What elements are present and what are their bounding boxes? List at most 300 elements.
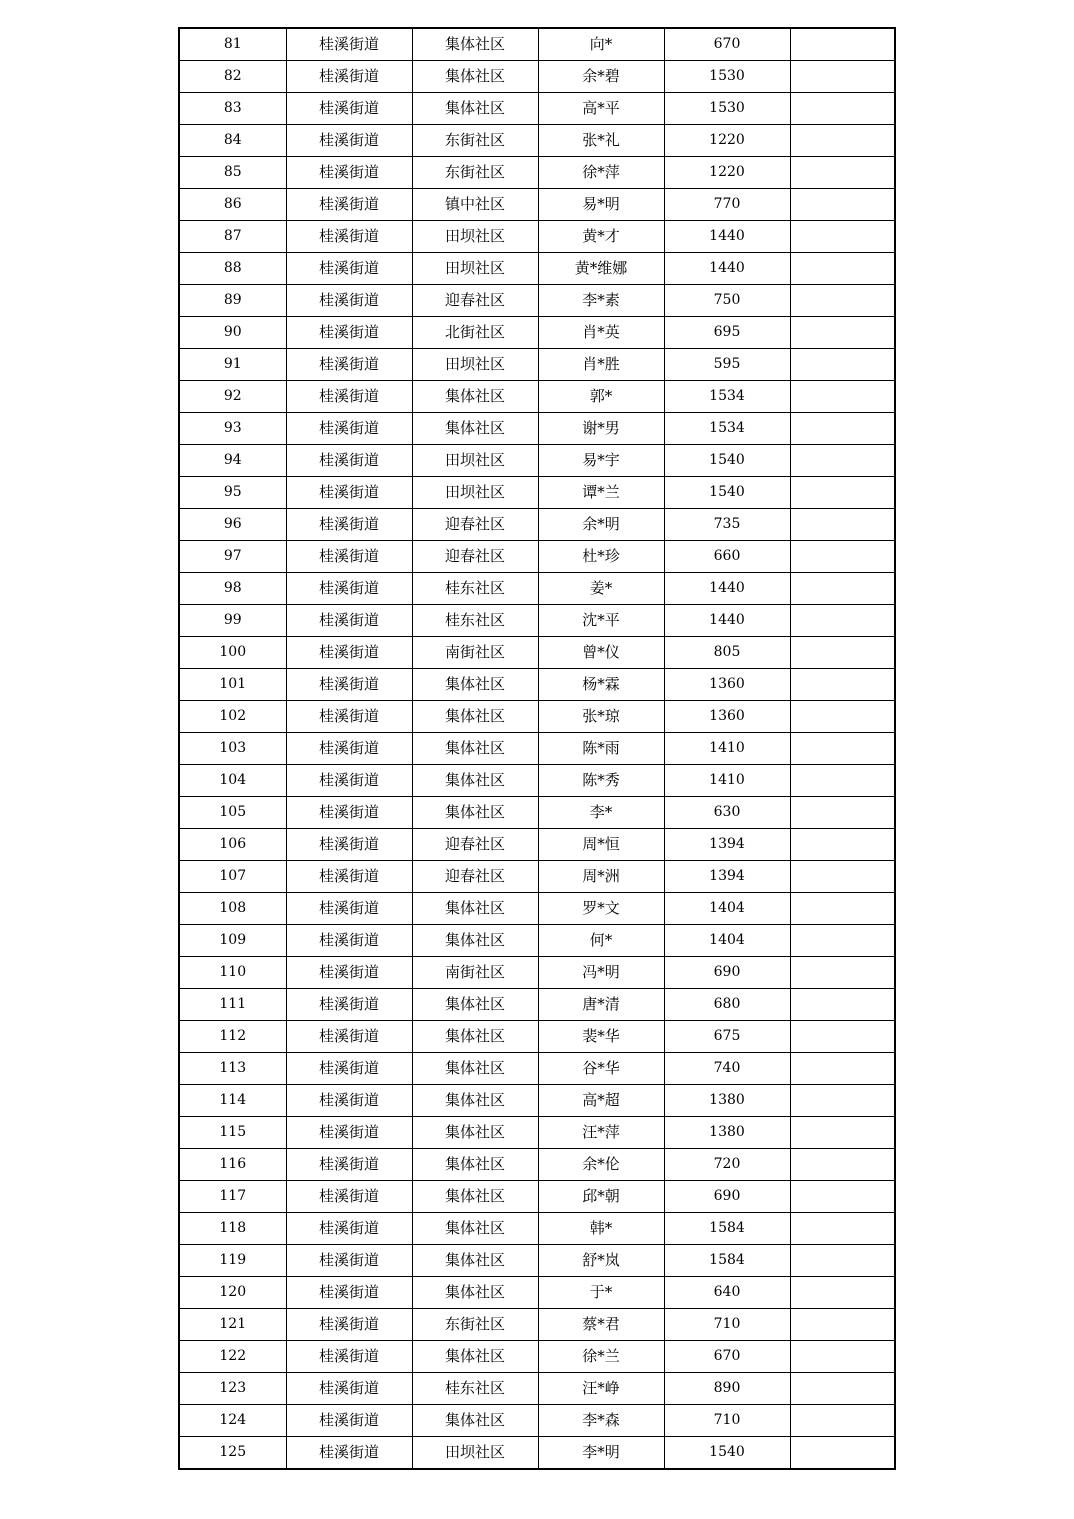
subdistrict-cell: 桂溪街道 bbox=[286, 221, 412, 253]
amount-cell: 1440 bbox=[664, 253, 790, 285]
row-number-cell: 89 bbox=[179, 285, 286, 317]
amount-cell: 1380 bbox=[664, 1085, 790, 1117]
remarks-cell bbox=[790, 317, 895, 349]
table-row bbox=[179, 1373, 895, 1405]
row-number-cell: 125 bbox=[179, 1437, 286, 1470]
table-row bbox=[179, 861, 895, 893]
amount-cell: 630 bbox=[664, 797, 790, 829]
name-cell: 高*超 bbox=[538, 1085, 664, 1117]
row-number-cell: 120 bbox=[179, 1277, 286, 1309]
subdistrict-cell: 桂溪街道 bbox=[286, 477, 412, 509]
remarks-cell bbox=[790, 989, 895, 1021]
amount-cell: 1360 bbox=[664, 669, 790, 701]
subdistrict-cell: 桂溪街道 bbox=[286, 669, 412, 701]
amount-cell: 1530 bbox=[664, 93, 790, 125]
remarks-cell bbox=[790, 1341, 895, 1373]
table-row bbox=[179, 669, 895, 701]
table-row bbox=[179, 349, 895, 381]
row-number-cell: 108 bbox=[179, 893, 286, 925]
name-cell: 高*平 bbox=[538, 93, 664, 125]
row-number-cell: 90 bbox=[179, 317, 286, 349]
subdistrict-cell: 桂溪街道 bbox=[286, 1085, 412, 1117]
name-cell: 唐*清 bbox=[538, 989, 664, 1021]
community-cell: 集体社区 bbox=[412, 93, 538, 125]
community-cell: 田坝社区 bbox=[412, 445, 538, 477]
remarks-cell bbox=[790, 1309, 895, 1341]
amount-cell: 640 bbox=[664, 1277, 790, 1309]
table-row bbox=[179, 381, 895, 413]
remarks-cell bbox=[790, 733, 895, 765]
table-row bbox=[179, 573, 895, 605]
amount-cell: 1380 bbox=[664, 1117, 790, 1149]
name-cell: 谷*华 bbox=[538, 1053, 664, 1085]
subdistrict-cell: 桂溪街道 bbox=[286, 1405, 412, 1437]
remarks-cell bbox=[790, 1117, 895, 1149]
table-body bbox=[179, 28, 895, 1469]
name-cell: 余*伦 bbox=[538, 1149, 664, 1181]
remarks-cell bbox=[790, 573, 895, 605]
remarks-cell bbox=[790, 509, 895, 541]
amount-cell: 735 bbox=[664, 509, 790, 541]
row-number-cell: 110 bbox=[179, 957, 286, 989]
data-table bbox=[178, 27, 896, 1470]
row-number-cell: 106 bbox=[179, 829, 286, 861]
community-cell: 迎春社区 bbox=[412, 285, 538, 317]
table-row bbox=[179, 893, 895, 925]
community-cell: 田坝社区 bbox=[412, 253, 538, 285]
subdistrict-cell: 桂溪街道 bbox=[286, 1053, 412, 1085]
table-row bbox=[179, 1149, 895, 1181]
remarks-cell bbox=[790, 637, 895, 669]
subdistrict-cell: 桂溪街道 bbox=[286, 61, 412, 93]
name-cell: 向* bbox=[538, 28, 664, 61]
table-row bbox=[179, 1085, 895, 1117]
subdistrict-cell: 桂溪街道 bbox=[286, 573, 412, 605]
row-number-cell: 111 bbox=[179, 989, 286, 1021]
name-cell: 韩* bbox=[538, 1213, 664, 1245]
remarks-cell bbox=[790, 893, 895, 925]
row-number-cell: 114 bbox=[179, 1085, 286, 1117]
table-row bbox=[179, 189, 895, 221]
name-cell: 李*明 bbox=[538, 1437, 664, 1470]
remarks-cell bbox=[790, 1085, 895, 1117]
row-number-cell: 113 bbox=[179, 1053, 286, 1085]
community-cell: 田坝社区 bbox=[412, 349, 538, 381]
table-row bbox=[179, 1213, 895, 1245]
remarks-cell bbox=[790, 1277, 895, 1309]
remarks-cell bbox=[790, 157, 895, 189]
amount-cell: 710 bbox=[664, 1309, 790, 1341]
table-row bbox=[179, 541, 895, 573]
table-row bbox=[179, 61, 895, 93]
remarks-cell bbox=[790, 541, 895, 573]
table-row bbox=[179, 1309, 895, 1341]
row-number-cell: 96 bbox=[179, 509, 286, 541]
remarks-cell bbox=[790, 1405, 895, 1437]
table-row bbox=[179, 733, 895, 765]
row-number-cell: 107 bbox=[179, 861, 286, 893]
community-cell: 集体社区 bbox=[412, 1405, 538, 1437]
name-cell: 徐*萍 bbox=[538, 157, 664, 189]
remarks-cell bbox=[790, 797, 895, 829]
subdistrict-cell: 桂溪街道 bbox=[286, 637, 412, 669]
name-cell: 杜*珍 bbox=[538, 541, 664, 573]
subdistrict-cell: 桂溪街道 bbox=[286, 541, 412, 573]
row-number-cell: 118 bbox=[179, 1213, 286, 1245]
community-cell: 集体社区 bbox=[412, 381, 538, 413]
row-number-cell: 103 bbox=[179, 733, 286, 765]
community-cell: 集体社区 bbox=[412, 28, 538, 61]
name-cell: 黄*维娜 bbox=[538, 253, 664, 285]
name-cell: 李*素 bbox=[538, 285, 664, 317]
subdistrict-cell: 桂溪街道 bbox=[286, 349, 412, 381]
row-number-cell: 123 bbox=[179, 1373, 286, 1405]
remarks-cell bbox=[790, 1245, 895, 1277]
row-number-cell: 124 bbox=[179, 1405, 286, 1437]
subdistrict-cell: 桂溪街道 bbox=[286, 125, 412, 157]
table-row bbox=[179, 1181, 895, 1213]
community-cell: 集体社区 bbox=[412, 669, 538, 701]
name-cell: 曾*仪 bbox=[538, 637, 664, 669]
amount-cell: 1584 bbox=[664, 1245, 790, 1277]
row-number-cell: 102 bbox=[179, 701, 286, 733]
subdistrict-cell: 桂溪街道 bbox=[286, 1149, 412, 1181]
amount-cell: 1534 bbox=[664, 381, 790, 413]
remarks-cell bbox=[790, 1149, 895, 1181]
table-row bbox=[179, 637, 895, 669]
amount-cell: 1540 bbox=[664, 1437, 790, 1470]
remarks-cell bbox=[790, 861, 895, 893]
subdistrict-cell: 桂溪街道 bbox=[286, 1341, 412, 1373]
table-row bbox=[179, 765, 895, 797]
remarks-cell bbox=[790, 765, 895, 797]
subdistrict-cell: 桂溪街道 bbox=[286, 893, 412, 925]
row-number-cell: 94 bbox=[179, 445, 286, 477]
community-cell: 集体社区 bbox=[412, 61, 538, 93]
table-row bbox=[179, 957, 895, 989]
community-cell: 集体社区 bbox=[412, 1021, 538, 1053]
row-number-cell: 104 bbox=[179, 765, 286, 797]
row-number-cell: 105 bbox=[179, 797, 286, 829]
community-cell: 集体社区 bbox=[412, 1213, 538, 1245]
remarks-cell bbox=[790, 285, 895, 317]
remarks-cell bbox=[790, 189, 895, 221]
row-number-cell: 85 bbox=[179, 157, 286, 189]
name-cell: 陈*秀 bbox=[538, 765, 664, 797]
row-number-cell: 97 bbox=[179, 541, 286, 573]
name-cell: 张*琼 bbox=[538, 701, 664, 733]
remarks-cell bbox=[790, 701, 895, 733]
subdistrict-cell: 桂溪街道 bbox=[286, 861, 412, 893]
subdistrict-cell: 桂溪街道 bbox=[286, 445, 412, 477]
name-cell: 于* bbox=[538, 1277, 664, 1309]
amount-cell: 1410 bbox=[664, 765, 790, 797]
subdistrict-cell: 桂溪街道 bbox=[286, 157, 412, 189]
community-cell: 南街社区 bbox=[412, 637, 538, 669]
row-number-cell: 91 bbox=[179, 349, 286, 381]
subdistrict-cell: 桂溪街道 bbox=[286, 28, 412, 61]
community-cell: 集体社区 bbox=[412, 1085, 538, 1117]
table-row bbox=[179, 925, 895, 957]
remarks-cell bbox=[790, 829, 895, 861]
amount-cell: 1404 bbox=[664, 893, 790, 925]
subdistrict-cell: 桂溪街道 bbox=[286, 509, 412, 541]
remarks-cell bbox=[790, 1437, 895, 1470]
name-cell: 肖*英 bbox=[538, 317, 664, 349]
subdistrict-cell: 桂溪街道 bbox=[286, 989, 412, 1021]
amount-cell: 1540 bbox=[664, 477, 790, 509]
row-number-cell: 95 bbox=[179, 477, 286, 509]
amount-cell: 890 bbox=[664, 1373, 790, 1405]
amount-cell: 720 bbox=[664, 1149, 790, 1181]
remarks-cell bbox=[790, 349, 895, 381]
subdistrict-cell: 桂溪街道 bbox=[286, 1213, 412, 1245]
subdistrict-cell: 桂溪街道 bbox=[286, 733, 412, 765]
subdistrict-cell: 桂溪街道 bbox=[286, 925, 412, 957]
name-cell: 陈*雨 bbox=[538, 733, 664, 765]
table-row bbox=[179, 1405, 895, 1437]
community-cell: 田坝社区 bbox=[412, 221, 538, 253]
subdistrict-cell: 桂溪街道 bbox=[286, 701, 412, 733]
community-cell: 集体社区 bbox=[412, 1117, 538, 1149]
row-number-cell: 92 bbox=[179, 381, 286, 413]
remarks-cell bbox=[790, 93, 895, 125]
row-number-cell: 109 bbox=[179, 925, 286, 957]
row-number-cell: 93 bbox=[179, 413, 286, 445]
table-row bbox=[179, 1245, 895, 1277]
amount-cell: 710 bbox=[664, 1405, 790, 1437]
amount-cell: 1440 bbox=[664, 221, 790, 253]
table-row bbox=[179, 445, 895, 477]
amount-cell: 805 bbox=[664, 637, 790, 669]
community-cell: 东街社区 bbox=[412, 157, 538, 189]
remarks-cell bbox=[790, 1373, 895, 1405]
community-cell: 集体社区 bbox=[412, 797, 538, 829]
name-cell: 邱*朝 bbox=[538, 1181, 664, 1213]
community-cell: 镇中社区 bbox=[412, 189, 538, 221]
amount-cell: 690 bbox=[664, 1181, 790, 1213]
row-number-cell: 99 bbox=[179, 605, 286, 637]
remarks-cell bbox=[790, 605, 895, 637]
community-cell: 集体社区 bbox=[412, 1277, 538, 1309]
row-number-cell: 112 bbox=[179, 1021, 286, 1053]
name-cell: 冯*明 bbox=[538, 957, 664, 989]
amount-cell: 750 bbox=[664, 285, 790, 317]
table-row bbox=[179, 413, 895, 445]
amount-cell: 740 bbox=[664, 1053, 790, 1085]
name-cell: 舒*岚 bbox=[538, 1245, 664, 1277]
row-number-cell: 101 bbox=[179, 669, 286, 701]
name-cell: 罗*文 bbox=[538, 893, 664, 925]
table-row bbox=[179, 605, 895, 637]
subdistrict-cell: 桂溪街道 bbox=[286, 285, 412, 317]
subdistrict-cell: 桂溪街道 bbox=[286, 605, 412, 637]
table-row bbox=[179, 989, 895, 1021]
row-number-cell: 122 bbox=[179, 1341, 286, 1373]
remarks-cell bbox=[790, 1213, 895, 1245]
remarks-cell bbox=[790, 253, 895, 285]
community-cell: 迎春社区 bbox=[412, 541, 538, 573]
table-row bbox=[179, 221, 895, 253]
table-row bbox=[179, 509, 895, 541]
name-cell: 蔡*君 bbox=[538, 1309, 664, 1341]
amount-cell: 1360 bbox=[664, 701, 790, 733]
name-cell: 余*碧 bbox=[538, 61, 664, 93]
name-cell: 余*明 bbox=[538, 509, 664, 541]
remarks-cell bbox=[790, 413, 895, 445]
table-row bbox=[179, 157, 895, 189]
name-cell: 杨*霖 bbox=[538, 669, 664, 701]
amount-cell: 680 bbox=[664, 989, 790, 1021]
table-row bbox=[179, 28, 895, 61]
name-cell: 姜* bbox=[538, 573, 664, 605]
amount-cell: 695 bbox=[664, 317, 790, 349]
amount-cell: 770 bbox=[664, 189, 790, 221]
subdistrict-cell: 桂溪街道 bbox=[286, 1373, 412, 1405]
amount-cell: 1394 bbox=[664, 829, 790, 861]
community-cell: 集体社区 bbox=[412, 1149, 538, 1181]
subdistrict-cell: 桂溪街道 bbox=[286, 797, 412, 829]
subdistrict-cell: 桂溪街道 bbox=[286, 829, 412, 861]
amount-cell: 675 bbox=[664, 1021, 790, 1053]
remarks-cell bbox=[790, 477, 895, 509]
remarks-cell bbox=[790, 1021, 895, 1053]
amount-cell: 1540 bbox=[664, 445, 790, 477]
amount-cell: 1530 bbox=[664, 61, 790, 93]
row-number-cell: 117 bbox=[179, 1181, 286, 1213]
row-number-cell: 119 bbox=[179, 1245, 286, 1277]
remarks-cell bbox=[790, 957, 895, 989]
amount-cell: 1534 bbox=[664, 413, 790, 445]
name-cell: 何* bbox=[538, 925, 664, 957]
amount-cell: 1440 bbox=[664, 605, 790, 637]
subdistrict-cell: 桂溪街道 bbox=[286, 1117, 412, 1149]
community-cell: 田坝社区 bbox=[412, 1437, 538, 1470]
remarks-cell bbox=[790, 125, 895, 157]
row-number-cell: 115 bbox=[179, 1117, 286, 1149]
remarks-cell bbox=[790, 381, 895, 413]
community-cell: 集体社区 bbox=[412, 893, 538, 925]
community-cell: 集体社区 bbox=[412, 1341, 538, 1373]
amount-cell: 1584 bbox=[664, 1213, 790, 1245]
subdistrict-cell: 桂溪街道 bbox=[286, 765, 412, 797]
remarks-cell bbox=[790, 1181, 895, 1213]
subdistrict-cell: 桂溪街道 bbox=[286, 253, 412, 285]
amount-cell: 1404 bbox=[664, 925, 790, 957]
remarks-cell bbox=[790, 1053, 895, 1085]
amount-cell: 690 bbox=[664, 957, 790, 989]
row-number-cell: 121 bbox=[179, 1309, 286, 1341]
table-row bbox=[179, 93, 895, 125]
name-cell: 黄*才 bbox=[538, 221, 664, 253]
subdistrict-cell: 桂溪街道 bbox=[286, 1021, 412, 1053]
community-cell: 集体社区 bbox=[412, 733, 538, 765]
table-row bbox=[179, 317, 895, 349]
name-cell: 张*礼 bbox=[538, 125, 664, 157]
community-cell: 集体社区 bbox=[412, 701, 538, 733]
subdistrict-cell: 桂溪街道 bbox=[286, 1437, 412, 1470]
amount-cell: 1220 bbox=[664, 157, 790, 189]
community-cell: 集体社区 bbox=[412, 925, 538, 957]
community-cell: 桂东社区 bbox=[412, 605, 538, 637]
remarks-cell bbox=[790, 221, 895, 253]
table-row bbox=[179, 1117, 895, 1149]
community-cell: 集体社区 bbox=[412, 765, 538, 797]
amount-cell: 670 bbox=[664, 28, 790, 61]
remarks-cell bbox=[790, 669, 895, 701]
row-number-cell: 100 bbox=[179, 637, 286, 669]
table-row bbox=[179, 285, 895, 317]
community-cell: 桂东社区 bbox=[412, 573, 538, 605]
row-number-cell: 116 bbox=[179, 1149, 286, 1181]
remarks-cell bbox=[790, 925, 895, 957]
row-number-cell: 82 bbox=[179, 61, 286, 93]
row-number-cell: 87 bbox=[179, 221, 286, 253]
row-number-cell: 83 bbox=[179, 93, 286, 125]
amount-cell: 1440 bbox=[664, 573, 790, 605]
community-cell: 集体社区 bbox=[412, 1181, 538, 1213]
subdistrict-cell: 桂溪街道 bbox=[286, 93, 412, 125]
table-row bbox=[179, 125, 895, 157]
name-cell: 肖*胜 bbox=[538, 349, 664, 381]
name-cell: 李* bbox=[538, 797, 664, 829]
subdistrict-cell: 桂溪街道 bbox=[286, 413, 412, 445]
community-cell: 集体社区 bbox=[412, 1053, 538, 1085]
amount-cell: 1394 bbox=[664, 861, 790, 893]
row-number-cell: 86 bbox=[179, 189, 286, 221]
row-number-cell: 98 bbox=[179, 573, 286, 605]
community-cell: 集体社区 bbox=[412, 413, 538, 445]
community-cell: 北街社区 bbox=[412, 317, 538, 349]
row-number-cell: 84 bbox=[179, 125, 286, 157]
amount-cell: 1220 bbox=[664, 125, 790, 157]
amount-cell: 595 bbox=[664, 349, 790, 381]
name-cell: 汪*峥 bbox=[538, 1373, 664, 1405]
remarks-cell bbox=[790, 445, 895, 477]
name-cell: 周*恒 bbox=[538, 829, 664, 861]
name-cell: 易*明 bbox=[538, 189, 664, 221]
remarks-cell bbox=[790, 61, 895, 93]
amount-cell: 670 bbox=[664, 1341, 790, 1373]
name-cell: 徐*兰 bbox=[538, 1341, 664, 1373]
community-cell: 迎春社区 bbox=[412, 829, 538, 861]
name-cell: 周*洲 bbox=[538, 861, 664, 893]
community-cell: 田坝社区 bbox=[412, 477, 538, 509]
amount-cell: 660 bbox=[664, 541, 790, 573]
table-row bbox=[179, 797, 895, 829]
table-row bbox=[179, 1021, 895, 1053]
community-cell: 南街社区 bbox=[412, 957, 538, 989]
table-row bbox=[179, 701, 895, 733]
community-cell: 桂东社区 bbox=[412, 1373, 538, 1405]
name-cell: 李*森 bbox=[538, 1405, 664, 1437]
community-cell: 迎春社区 bbox=[412, 861, 538, 893]
community-cell: 集体社区 bbox=[412, 1245, 538, 1277]
remarks-cell bbox=[790, 28, 895, 61]
subdistrict-cell: 桂溪街道 bbox=[286, 189, 412, 221]
amount-cell: 1410 bbox=[664, 733, 790, 765]
subdistrict-cell: 桂溪街道 bbox=[286, 1181, 412, 1213]
subdistrict-cell: 桂溪街道 bbox=[286, 381, 412, 413]
row-number-cell: 81 bbox=[179, 28, 286, 61]
name-cell: 沈*平 bbox=[538, 605, 664, 637]
name-cell: 汪*萍 bbox=[538, 1117, 664, 1149]
subdistrict-cell: 桂溪街道 bbox=[286, 1245, 412, 1277]
table-row bbox=[179, 1437, 895, 1470]
table-row bbox=[179, 477, 895, 509]
community-cell: 集体社区 bbox=[412, 989, 538, 1021]
name-cell: 郭* bbox=[538, 381, 664, 413]
